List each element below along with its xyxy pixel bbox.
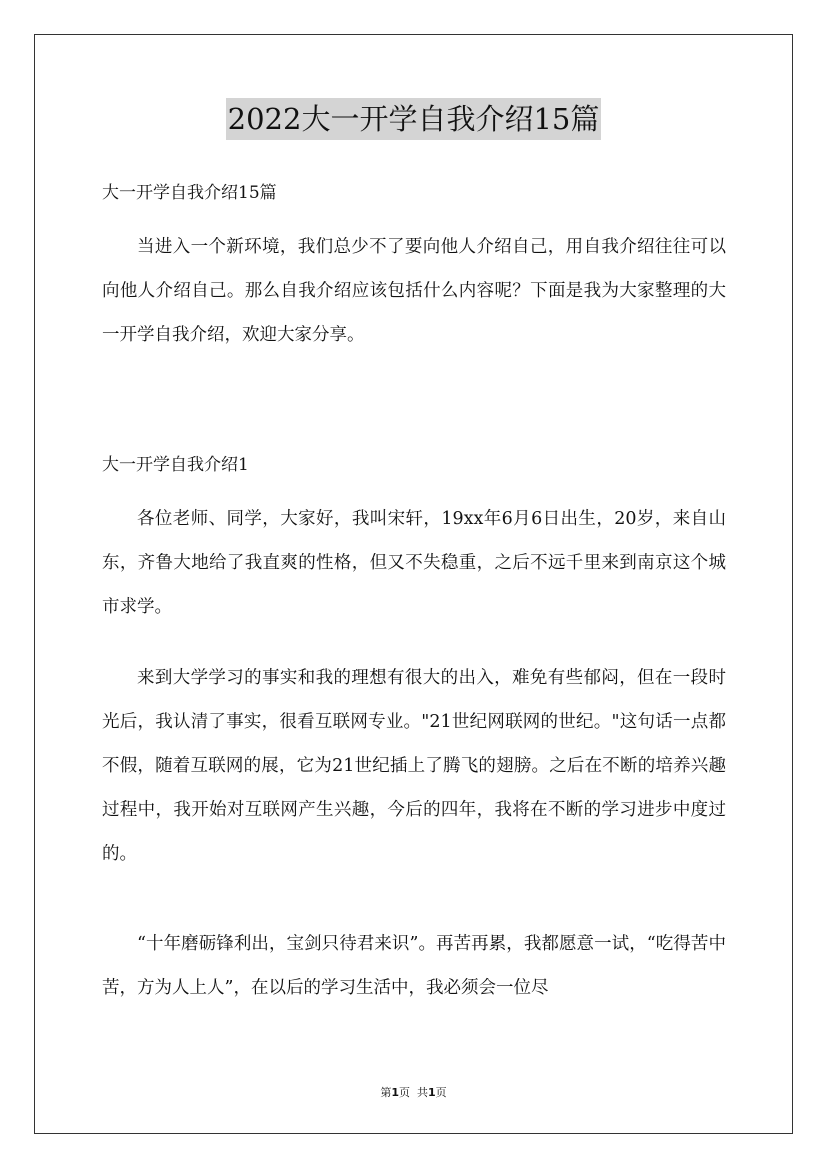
footer-page-number: 1 bbox=[391, 1086, 399, 1099]
document-title-text: 2022大一开学自我介绍15篇 bbox=[226, 98, 602, 140]
page-footer bbox=[0, 1084, 827, 1100]
section-1-paragraph-1: 各位老师、同学，大家好，我叫宋轩，19xx年6月6日出生，20岁，来自山东，齐鲁大地给了我直爽的性格，但又不失稳重，之后不远千里来到南京这个城市求学。 bbox=[102, 509, 726, 617]
document-title bbox=[0, 98, 827, 140]
document-subtitle: 大一开学自我介绍15篇 bbox=[102, 183, 277, 203]
footer-total-pages: 1 bbox=[428, 1086, 436, 1099]
footer-suffix: 页 bbox=[435, 1086, 447, 1099]
intro-paragraph: 当进入一个新环境，我们总少不了要向他人介绍自己，用自我介绍往往可以向他人介绍自己。那么自我介绍应该包括什么内容呢？下面是我为大家整理的大一开学自我介绍，欢迎大家分享。 bbox=[102, 237, 726, 345]
section-1-heading: 大一开学自我介绍1 bbox=[102, 455, 249, 475]
footer-mid: 页 共 bbox=[399, 1086, 428, 1099]
section-1-paragraph-2: 来到大学学习的事实和我的理想有很大的出入，难免有些郁闷，但在一段时光后，我认清了事实，很看互联网专业。"21世纪网联网的世纪。"这句话一点都不假，随着互联网的展，它为21世纪插上了腾飞的翅膀。之后在不断的培养兴趣过程中，我开始对互联网产生兴趣，今后的四年，我将在不断的学习进步中度过的。 bbox=[102, 668, 726, 864]
footer-prefix: 第 bbox=[380, 1086, 392, 1099]
section-1-paragraph-3: “十年磨砺锋利出，宝剑只待君来识”。再苦再累，我都愿意一试，“吃得苦中苦，方为人上人”，在以后的学习生活中，我必须会一位尽 bbox=[102, 934, 726, 998]
